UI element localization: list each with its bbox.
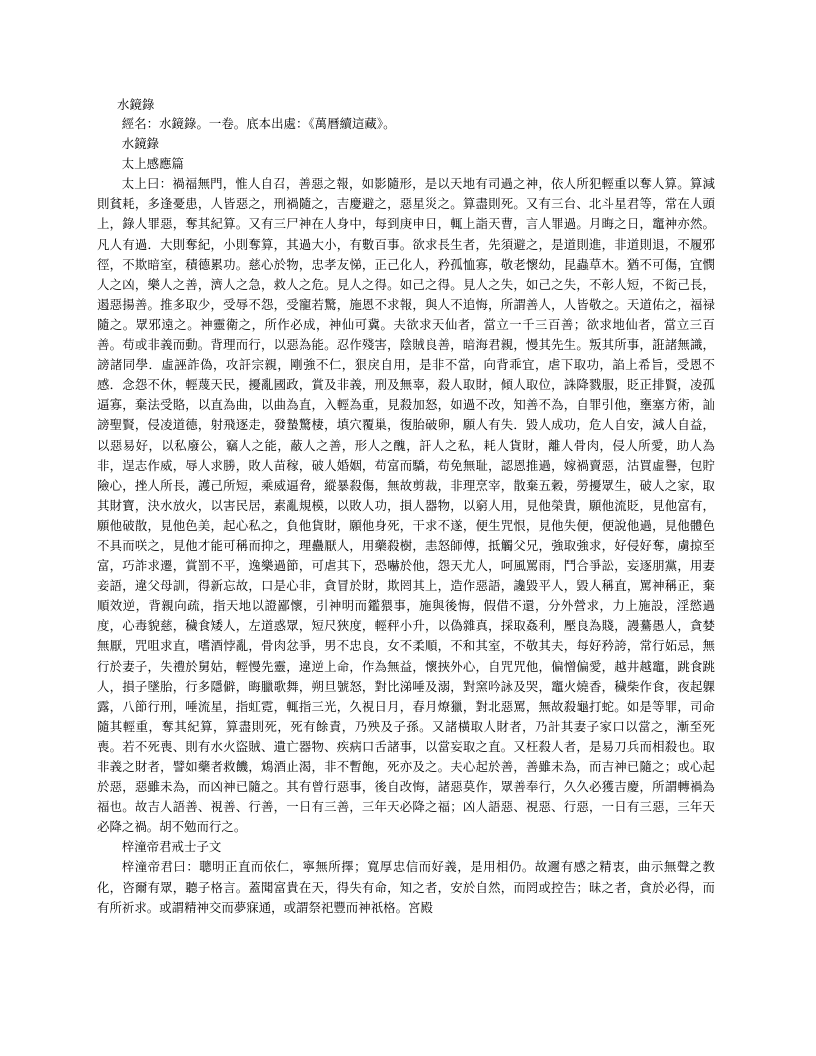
section-body-zitong: 梓潼帝君曰：聰明正直而依仁，寧無所擇；寬厚忠信而好義，是用相仍。故邇有感之精衷，曲示無聲之教化，咨爾有眾，聽子格言。蓋聞富貴在天，得失有命，知之者，安於自然，而罔或控告；昧之者，貪於必得，而有所祈求。或謂精神交而夢寐通，或謂祭祀豐而神祇格。宮殿 xyxy=(97,859,715,915)
section-taishang xyxy=(97,154,715,837)
document-header-title: 水鏡錄 xyxy=(117,97,155,112)
section-zitong xyxy=(97,837,715,917)
section-heading-taishang: 太上感應篇 xyxy=(121,156,184,172)
section-body-taishang: 太上曰：禍福無門，惟人自召，善惡之報，如影隨形，是以天地有司過之神，依人所犯輕重以奪人算。算減則貧耗，多逢憂患，人皆惡之，刑禍隨之，吉慶避之，惡星災之。算盡則死。又有三台、北斗星君等，常在人頭上，錄人罪惡，奪其紀算。又有三尸神在人身中，每到庚申日，輒上詣天曹，言人罪過。月晦之日，竈神亦然。凡人有過．大則奪紀，小則奪算，其過大小，有數百事。欲求長生者，先須避之，是道則進，非道則退，不履邪徑，不欺暗室，積德累功。慈心於物，忠孝友悌，正己化人，矜孤恤寡，敬老懷幼，昆蟲草木。猶不可傷，宜憫人之凶，樂人之善，濟人之急，救人之危。見人之得。如己之得。見人之失，如己之失，不彰人短，不衒己長，遏惡揚善。推多取少，受辱不怨，受寵若驚，施恩不求報，與人不追悔，所謂善人，人皆敬之。天道佑之，福禄隨之。眾邪遠之。神靈衛之，所作必成，神仙可冀。夫欲求天仙者，當立一千三百善；欲求地仙者，當立三百善。苟或非義而動。背理而行，以惡為能。忍作殘害，陰賊良善，暗海君親，慢其先生。叛其所事，誑諸無識，謗諸同學．虛誣詐偽，攻訐宗親，剛強不仁，狠戾自用，是非不當，向背乖宜，虐下取功，諂上希旨，受恩不感．念怨不休，輕蔑天民，擾亂國政，賞及非義，刑及無辜，殺人取財，傾人取位，誅降戮服，貶正排賢，凌孤逼寡，棄法受賂，以直為曲，以曲為直，入輕為重，見殺加怒，如過不改，知善不為，自罪引他，壅塞方術，訕謗聖賢，侵凌道德，射飛逐走，發蟄驚棲，填穴覆巢，復胎破卵，願人有失．毀人成功，危人自安，減人自益，以惡易好，以私廢公，竊人之能，蔽人之善，形人之醜，訐人之私，耗人貨財，離人骨肉，侵人所愛，助人為非，逞志作威，辱人求勝，敗人苗稼，破人婚姻，苟富而驕，苟免無耻，認恩推過，嫁禍賣惡，沽買虛譽，包貯險心，挫人所長，護己所短，乘威逼脅，縱暴殺傷，無故剪裁，非理烹宰，散棄五穀，勞擾眾生，破人之家，取其財寶，決水放火，以害民居，素亂規模，以敗人功，損人器物，以窮人用，見他榮貴，願他流貶，見他富有，願他破散，見他色美，起心私之，負他貨財，願他身死，干求不遂，便生咒恨，見他失便，便說他過，見他體色不具而咲之，見他才能可稱而抑之，理蠱厭人，用藥殺樹，恚怒師傅，抵觸父兄，強取強求，好侵好奪，虜掠至富，巧詐求遷，賞罰不平，逸樂過節，可虐其下，恐嚇於他，怨天尤人，呵風罵雨，鬥合爭訟，妄逐朋黨，用妻妾語，違父母訓，得新忘故，口是心非，貪冒於財，欺罔其上，造作惡語，讒毀平人，毀人稱直，罵神稱正，棄順效逆，背親向疏，指天地以證鄙懷，引神明而鑑猥事，施與後悔，假借不還，分外營求，力上施設，淫慾過度，心毒貌慈，穢食矮人，左道惑眾，短尺狹度，輕秤小升，以偽雜真，採取姦利，壓良為賤，謾驀愚人，貪婪無厭，咒咀求直，嗜酒悖亂，骨肉忿爭，男不忠良，女不柔順，不和其室，不敬其夫，每好矜誇，常行妬忌，無行於妻子，失禮於舅姑，輕慢先靈，違逆上命，作為無益，懷挾外心，自咒咒他，偏憎偏愛，越井越竈，跳食跳人，損子墜胎，行多隱僻，晦臘歌舞，朔旦號怒，對比涕唾及溺，對窯吟詠及哭，竈火燒香，穢柴作食，夜起躶露，八節行刑，唾流星，指虹霓，輒指三光，久視日月，春月燎獵，對北惡罵，無故殺龜打蛇。如是等罪，司命隨其輕重，奪其紀算，算盡則死，死有餘責，乃殃及子孫。又諸橫取人財者，乃計其妻子家口以當之，漸至死喪。若不死喪、則有水火盜賊、遺亡器物、疾病口舌諸事，以當妄取之直。又枉殺人者，是易刀兵而相殺也。取非義之財者，譬如藥者救饑，鴆酒止渴，非不暫飽，死亦及之。夫心起於善，善雖未為，而吉神已隨之；或心起於惡，惡雖未為，而凶神已隨之。其有曾行惡事，後自改悔，諸惡莫作，眾善奉行，久久必獲吉慶，所謂轉禍為福也。故吉人語善、視善、行善，一日有三善，三年天必降之福；凶人語惡、視惡、行惡，一日有三惡，三年天必降之禍。胡不勉而行之。 xyxy=(97,176,715,835)
front-matter xyxy=(97,114,715,154)
scripture-metadata-line: 經名：水鏡錄。一卷。底本出處：《萬曆續這藏》。 xyxy=(121,116,396,131)
scripture-inner-title: 水鏡錄 xyxy=(121,136,160,152)
section-heading-zitong: 梓潼帝君戒士子文 xyxy=(121,839,222,855)
